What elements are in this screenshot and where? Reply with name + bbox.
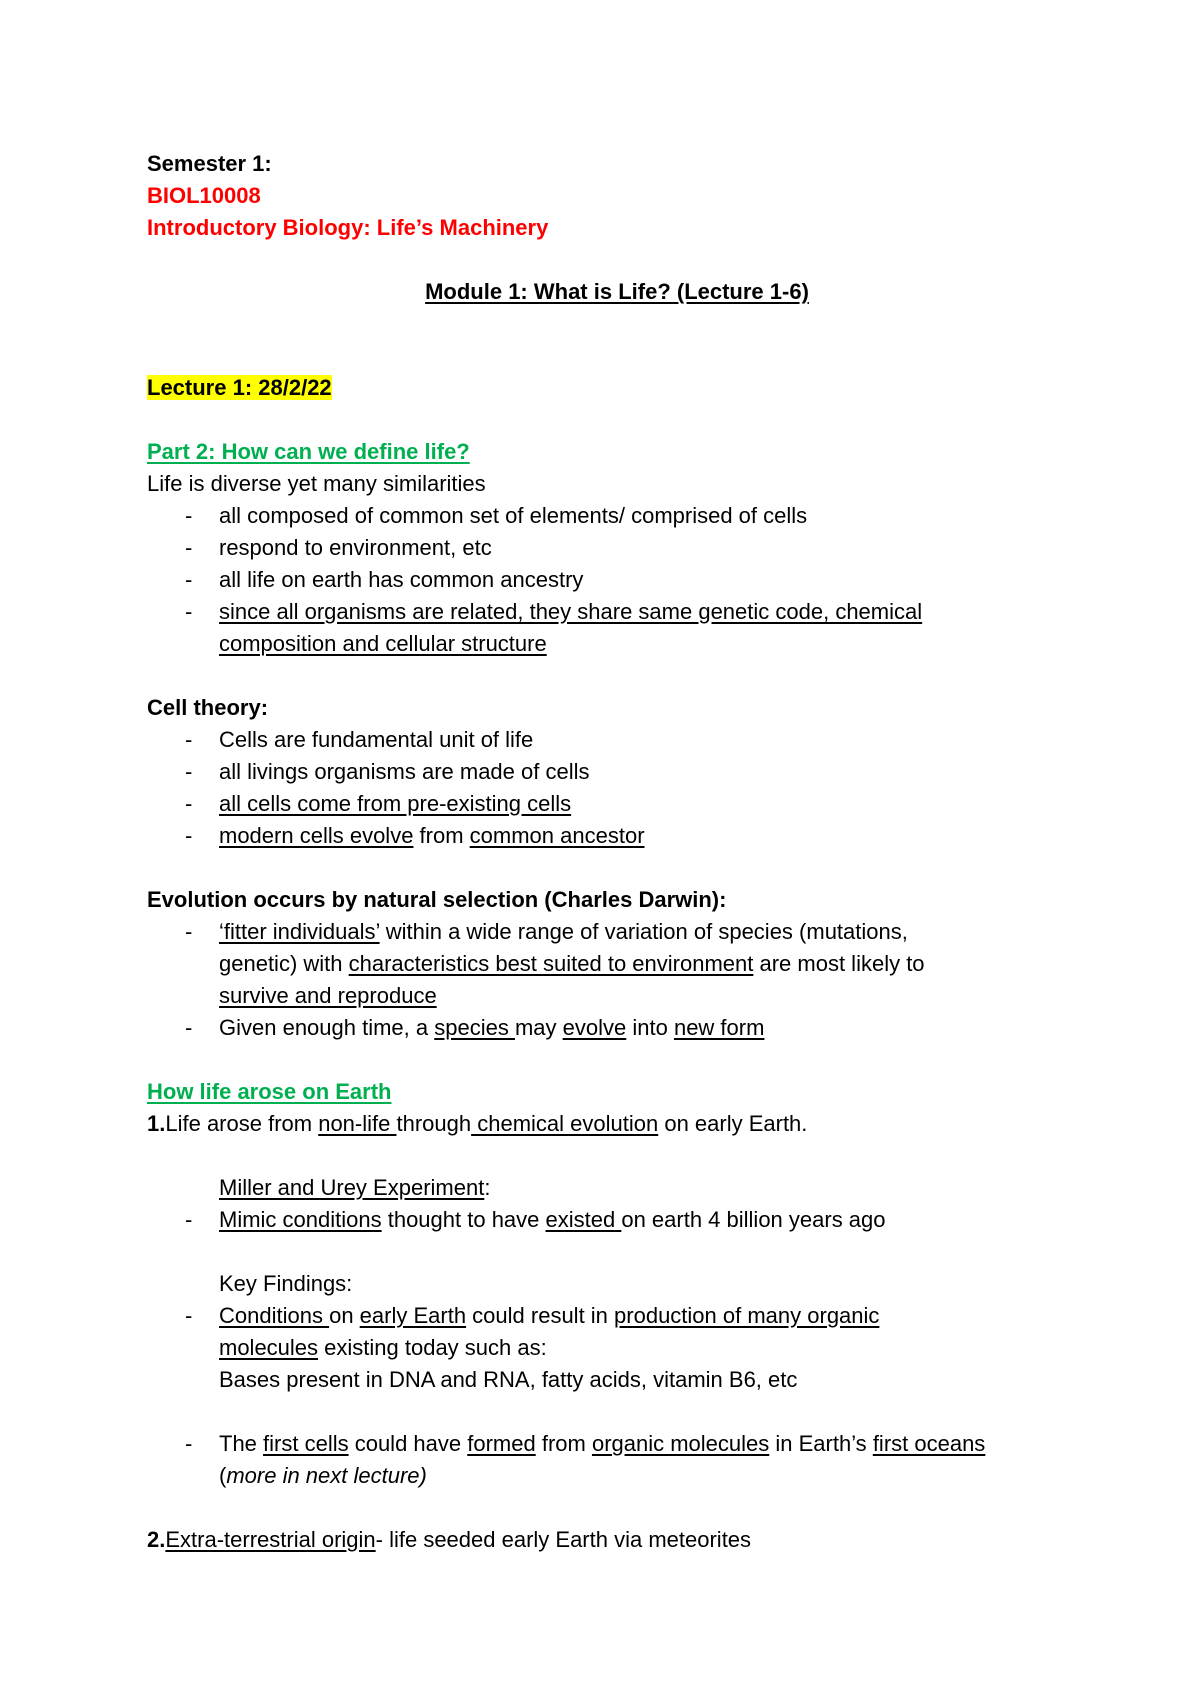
text: on — [329, 1303, 360, 1328]
text: are most likely to — [753, 951, 925, 976]
underlined-text: survive and reproduce — [219, 983, 437, 1008]
underlined-text: chemical evolution — [471, 1111, 659, 1136]
list-item-line — [219, 948, 1087, 980]
list-item-line — [219, 916, 1087, 948]
text: within a wide range of variation of species (mutations, — [379, 919, 908, 944]
underlined-text: new form — [673, 1015, 765, 1040]
list-item-line — [219, 980, 1087, 1012]
list-item — [147, 788, 1087, 820]
text: on earth 4 billion years ago — [621, 1207, 886, 1232]
lecture-heading: Lecture 1: 28/2/22 — [147, 375, 332, 400]
text: from — [413, 823, 470, 848]
underlined-text: species — [434, 1015, 515, 1040]
spacer — [147, 852, 1087, 884]
underlined-text: production of many organic — [614, 1303, 880, 1328]
module-title: Module 1: What is Life? (Lecture 1-6) — [425, 279, 809, 304]
text: The — [219, 1431, 264, 1456]
list-item-text: - since all organisms are related, they share same genetic code, chemical — [219, 599, 923, 624]
list-item-line: Bases present in DNA and RNA, fatty acids, vitamin B6, etc — [219, 1367, 798, 1392]
list-item — [147, 1428, 1087, 1492]
list-item: - all composed of common set of elements/ comprised of cells — [147, 500, 1087, 532]
text: in Earth’s — [769, 1431, 873, 1456]
spacer — [147, 1140, 1087, 1172]
cell-theory-list — [147, 724, 1087, 852]
course-code: BIOL10008 — [147, 183, 261, 208]
point-number: 2. — [147, 1527, 166, 1552]
list-item-text: composition and cellular structure — [219, 631, 547, 656]
text: may — [514, 1015, 563, 1040]
underlined-text: existed — [545, 1207, 622, 1232]
underlined-text: molecules — [219, 1335, 319, 1360]
text: could result in — [466, 1303, 615, 1328]
text: on early Earth. — [658, 1111, 808, 1136]
list-item — [147, 916, 1087, 1012]
underlined-text: Miller and Urey Experiment — [219, 1175, 485, 1200]
list-item — [147, 1204, 1087, 1236]
text: genetic) with — [219, 951, 349, 976]
spacer — [147, 244, 1087, 276]
course-title: Introductory Biology: Life’s Machinery — [147, 215, 549, 240]
list-item-line — [219, 1428, 1087, 1460]
underlined-text: Extra-terrestrial origin — [165, 1527, 376, 1552]
evolution-list — [147, 916, 1087, 1044]
spacer — [147, 1492, 1087, 1524]
list-item — [147, 1012, 1087, 1044]
spacer — [147, 404, 1087, 436]
list-item-line — [219, 1332, 1087, 1364]
part2-list — [147, 500, 1087, 660]
text: through — [396, 1111, 472, 1136]
text: - life seeded early Earth via meteorites — [375, 1527, 752, 1552]
list-item: - all livings organisms are made of cells — [147, 756, 1087, 788]
first-cells-list — [147, 1428, 1087, 1492]
underlined-text: non-life — [318, 1111, 397, 1136]
text: Given enough time, a — [219, 1015, 435, 1040]
miller-list — [147, 1204, 1087, 1236]
text: from — [535, 1431, 592, 1456]
part2-heading: Part 2: How can we define life? — [147, 439, 470, 464]
text: thought to have — [381, 1207, 546, 1232]
text: ( — [219, 1463, 227, 1488]
evolution-heading: Evolution occurs by natural selection (Charles Darwin): — [147, 887, 727, 912]
part2-intro: Life is diverse yet many similarities — [147, 471, 486, 496]
spacer — [147, 1396, 1087, 1428]
text: Life arose from — [165, 1111, 319, 1136]
underlined-text: characteristics best suited to environment — [348, 951, 754, 976]
underlined-text: ‘fitter individuals’ — [219, 919, 380, 944]
underlined-text: formed — [467, 1431, 536, 1456]
underlined-text: evolve — [562, 1015, 627, 1040]
cell-theory-heading: Cell theory: — [147, 695, 269, 720]
text: could have — [348, 1431, 468, 1456]
underlined-text: first oceans — [872, 1431, 986, 1456]
list-item: - all life on earth has common ancestry — [147, 564, 1087, 596]
text: existing today such as: — [318, 1335, 547, 1360]
underlined-text: Conditions — [219, 1303, 330, 1328]
spacer — [147, 1044, 1087, 1076]
origin-point-2 — [147, 1524, 1087, 1556]
underlined-text: modern cells evolve — [219, 823, 414, 848]
list-item — [147, 1300, 1087, 1396]
spacer — [147, 308, 1087, 340]
origin-point-1 — [147, 1108, 1087, 1140]
key-findings-heading: Key Findings: — [219, 1271, 353, 1296]
underlined-text: first cells — [263, 1431, 349, 1456]
text: : — [484, 1175, 491, 1200]
point-number: 1. — [147, 1111, 166, 1136]
document-content — [147, 148, 1087, 1556]
spacer — [147, 340, 1087, 372]
spacer — [147, 1236, 1087, 1268]
lecture-heading-line — [147, 372, 1087, 404]
origin-heading: How life arose on Earth — [147, 1079, 392, 1104]
key-findings-list — [147, 1300, 1087, 1396]
underlined-text: early Earth — [359, 1303, 467, 1328]
list-item-text: all cells come from pre-existing cells — [219, 791, 572, 816]
underlined-text: common ancestor — [469, 823, 645, 848]
underlined-text: Mimic conditions — [219, 1207, 382, 1232]
underlined-text: organic molecules — [591, 1431, 770, 1456]
italic-text: more in next lecture) — [226, 1463, 427, 1488]
semester-label: Semester 1: — [147, 151, 272, 176]
list-item: - Cells are fundamental unit of life — [147, 724, 1087, 756]
list-item-line — [219, 1300, 1087, 1332]
list-item — [147, 820, 1087, 852]
list-item — [147, 596, 1087, 660]
miller-heading — [147, 1172, 1087, 1204]
text: into — [626, 1015, 674, 1040]
spacer — [147, 660, 1087, 692]
list-item-line — [219, 1460, 1087, 1492]
list-item: - respond to environment, etc — [147, 532, 1087, 564]
